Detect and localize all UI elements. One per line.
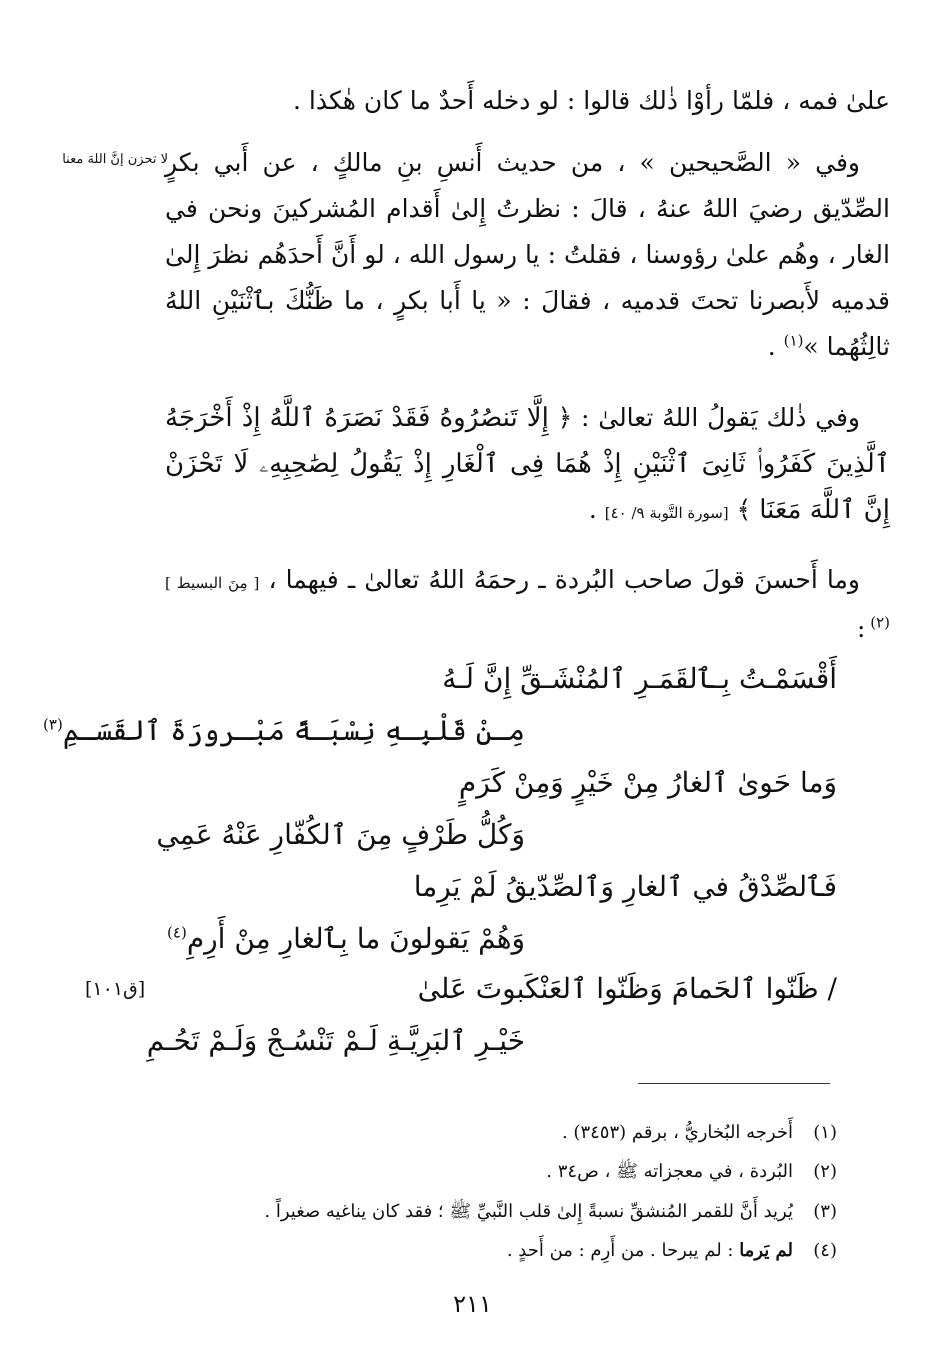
footnote-number: (٤): [813, 1240, 837, 1261]
verse-text: وَما حَوىٰ ٱلغارُ مِنْ خَيْرٍ وَمِنْ كَرَمٍ: [458, 766, 837, 799]
manuscript-page-ref: [ق١٠١]: [85, 978, 146, 1000]
footnote: [157, 1200, 837, 1226]
paragraph-text: وما أَحسنَ قولَ صاحب البُردة ـ رحمَهُ اللهُ تعالىٰ ـ فيهما ،: [259, 565, 860, 594]
footnote-text: : لم يبرحا . من أَرِم : من أَحدٍ .: [506, 1240, 740, 1261]
footnote-ref-2[interactable]: (٢): [865, 613, 890, 632]
footnote: [157, 1122, 837, 1143]
verse-text: / ظَنّوا ٱلحَمامَ وَظَنّوا ٱلعَنْكَبوتَ عَلىٰ: [417, 972, 837, 1005]
footnote-text: يُريد أَنَّ للقمر المُنشقِّ نسبةً إِلىٰ قلب النَّبيِّ ﷺ ؛ فقد كان يناغيه صغيراً .: [264, 1201, 793, 1222]
verse-text: وَكُلُّ طَرْفٍ مِنَ ٱلكُفّارِ عَنْهُ عَمِي: [156, 818, 525, 851]
paragraph-hadith: [165, 140, 890, 370]
footnote-text: أَخرجه البُخاريُّ ، برقم (٣٤٥٣) .: [561, 1122, 793, 1143]
page-number: ٢١١: [453, 1290, 492, 1318]
verse-line: [414, 870, 837, 922]
footnote-number: (٣): [813, 1201, 837, 1222]
footnote-ref-1[interactable]: (١): [783, 331, 804, 350]
verse-line: [442, 662, 837, 714]
margin-note: لا تحزن إنَّ اللهَ معنا: [62, 152, 168, 167]
footnote-number: (٢): [813, 1161, 837, 1182]
quran-verse: إِلَّا تَنصُرُوهُ فَقَدْ نَصَرَهُ ٱللَّهُ إِذْ أَخْرَجَهُ ٱلَّذِينَ كَفَرُوا۟ ثَانِىَ ٱثْنَيْنِ إِذْ هُمَا فِى ٱلْغَارِ إِذْ يَقُولُ لِصَٰحِبِهِۦ لَا تَحْزَنْ إِنَّ ٱللَّهَ مَعَنَا: [165, 403, 890, 525]
verse-line: [418, 972, 837, 1024]
verse-text: وَهُمْ يَقولونَ ما بِٱلغارِ مِنْ أَرِمِ: [186, 922, 525, 955]
verse-text: فَٱلصِّدْقُ في ٱلغارِ وَٱلصِّدّيقُ لَمْ يَرِما: [413, 870, 837, 903]
footnote-text: البُردة ، في معجزاته ﷺ ، ص٣٤ .: [546, 1161, 793, 1182]
paragraph-end: :: [857, 614, 866, 643]
verse-line: [167, 922, 525, 974]
footnote: [157, 1160, 837, 1186]
verse-line: [459, 766, 837, 818]
meter-label: [ مِنَ البسيط ]: [165, 574, 260, 592]
paragraph-intro: وفي ذٰلك يَقولُ اللهُ تعالىٰ : ﴿: [548, 403, 860, 432]
surah-reference: [سورة التَّوبة ٩/ ٤٠]: [604, 504, 729, 522]
paragraph-end: .: [767, 332, 784, 361]
quran-close-bracket: ﴾: [728, 495, 760, 524]
verse-line: [43, 714, 525, 766]
paragraph-quran: [165, 395, 890, 536]
paragraph-burda: [165, 557, 890, 652]
verse-text: أَقْسَمْـتُ بِـٱلقَمَـرِ ٱلمُنْشَـقِّ إِنَّ لَـهُ: [442, 662, 837, 695]
footnote-number: (١): [813, 1122, 837, 1143]
verse-line: [156, 818, 525, 870]
verse-line: [147, 1024, 525, 1076]
paragraph-text: علىٰ فمه ، فلمّا رأوْا ذٰلك قالوا : لو دخله أَحدٌ ما كان هٰكذا .: [293, 86, 890, 115]
footnote: [157, 1240, 837, 1261]
footnote-term: لم يَرما: [739, 1240, 793, 1261]
verse-text: خَيْـرِ ٱلبَرِيَّـةِ لَـمْ تَنْسُـجْ وَلَـمْ تَحُـمِ: [146, 1024, 525, 1057]
verse-footnote-ref[interactable]: (٤): [167, 923, 187, 942]
footnote-divider: [638, 1083, 830, 1084]
paragraph-end: .: [588, 495, 605, 524]
verse-footnote-ref[interactable]: (٣): [43, 715, 63, 734]
paragraph-continuation: [165, 78, 890, 124]
paragraph-text: وفي « الصَّحيحين » ، من حديث أَنسِ بنِ مالكٍ ، عن أَبي بكرٍ الصِّدّيق رضيَ اللهُ عنهُ ، قالَ : نظرتُ إِلىٰ أَقدام المُشركينَ ونحن في الغار ، وهُم علىٰ رؤوسنا ، فقلتُ : يا رسول الله ، لو أَنَّ أَحدَهُم نظرَ إِلىٰ قدميه لأَبصرنا تحتَ قدميه ، فقالَ : « يا أَبا بكرٍ ، ما ظَنُّكَ بٱثْنَيْنِ اللهُ ثالِثُهُما »: [165, 148, 890, 361]
verse-text: مِـنْ قَلْبِـهِ نِسْبَـةً مَبْـرورَةَ ٱلقَسَـمِ: [62, 714, 525, 747]
